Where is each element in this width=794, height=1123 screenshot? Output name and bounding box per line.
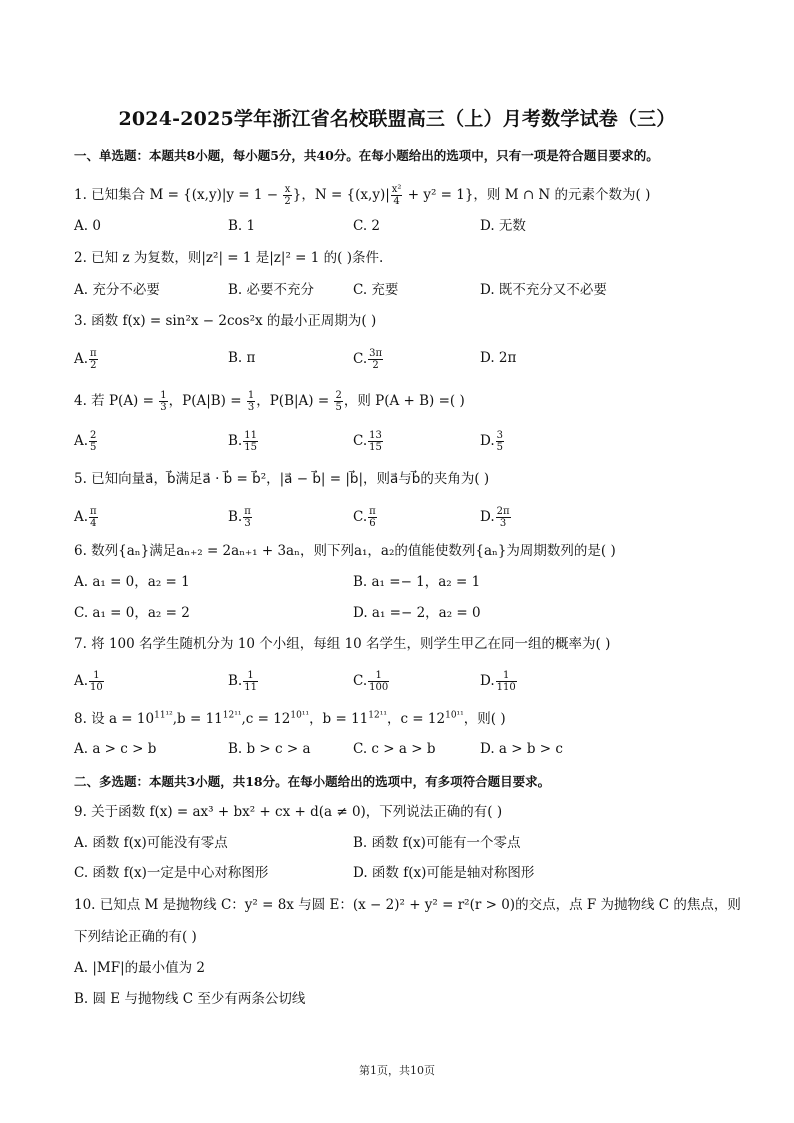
fraction: $\frac{1}{11}$ bbox=[244, 670, 257, 693]
question-6-stem: 6. 数列{aₙ}满足aₙ₊₂ = 2aₙ₊₁ + 3aₙ，则下列a₁，a₂的值能使数列{aₙ}为周期数列的是( ) bbox=[74, 543, 616, 559]
question-5-stem: 5. 已知向量a⃗，b⃗满足a⃗ · b⃗ = b⃗²，|a⃗ − b⃗| = |b⃗|，则a⃗与b⃗的夹角为( ) bbox=[74, 471, 490, 487]
fraction: $\frac{x}{2}$ bbox=[284, 184, 291, 207]
question-6-option-b: B. a₁ =− 1，a₂ = 1 bbox=[353, 574, 481, 590]
question-10-stem-line1: 10. 已知点 M 是抛物线 C：y² = 8x 与圆 E：(x − 2)² + y² = r²(r > 0)的交点，点 F 为抛物线 C 的焦点，则 bbox=[74, 897, 741, 913]
fraction: $\frac{2}{5}$ bbox=[90, 430, 97, 453]
question-7-option-c: C. $\frac{1}{100}$ bbox=[353, 670, 389, 693]
question-1-option-a: A. 0 bbox=[74, 218, 101, 234]
fraction: $\frac{\pi}{4}$ bbox=[90, 506, 97, 529]
question-7-option-d: D. $\frac{1}{110}$ bbox=[480, 670, 516, 693]
question-8-option-b: B. b > c > a bbox=[228, 741, 311, 757]
fraction: $\frac{11}{15}$ bbox=[244, 430, 257, 453]
question-6-option-a: A. a₁ = 0，a₂ = 1 bbox=[74, 574, 190, 590]
question-4-option-d: D. $\frac{3}{5}$ bbox=[480, 430, 504, 453]
question-3-stem: 3. 函数 f(x) = sin²x − 2cos²x 的最小正周期为( ) bbox=[74, 313, 377, 329]
question-2-option-d: D. 既不充分又不必要 bbox=[480, 282, 607, 298]
fraction: $\frac{1}{3}$ bbox=[247, 390, 255, 413]
question-7-option-a: A. $\frac{1}{10}$ bbox=[74, 670, 103, 693]
fraction: $\frac{1}{110}$ bbox=[496, 670, 516, 693]
question-1-option-d: D. 无数 bbox=[480, 218, 526, 234]
question-4-option-c: C. $\frac{13}{15}$ bbox=[353, 430, 382, 453]
question-5-option-a: A. $\frac{\pi}{4}$ bbox=[74, 506, 97, 529]
question-3-option-d: D. 2π bbox=[480, 350, 517, 366]
page-number: 第1页，共10页 bbox=[359, 1064, 435, 1077]
fraction: $\frac{3\pi}{2}$ bbox=[369, 348, 383, 371]
question-1-option-c: C. 2 bbox=[353, 218, 381, 234]
question-9-option-a: A. 函数 f(x)可能没有零点 bbox=[74, 835, 228, 851]
question-3-option-b: B. π bbox=[228, 350, 256, 366]
fraction: $\frac{2}{5}$ bbox=[335, 390, 342, 413]
question-3-option-c: C. $\frac{3\pi}{2}$ bbox=[353, 348, 383, 371]
question-9-option-c: C. 函数 f(x)一定是中心对称图形 bbox=[74, 865, 269, 881]
question-6-option-c: C. a₁ = 0，a₂ = 2 bbox=[74, 605, 190, 621]
exam-title: 2024-2025学年浙江省名校联盟高三（上）月考数学试卷（三） bbox=[118, 108, 676, 130]
question-8-option-d: D. a > b > c bbox=[480, 741, 563, 757]
question-7-option-b: B. $\frac{1}{11}$ bbox=[228, 670, 257, 693]
question-8-option-a: A. a > c > b bbox=[74, 741, 157, 757]
question-2-option-b: B. 必要不充分 bbox=[228, 282, 315, 298]
question-4-stem: 4. 若 P(A) = $\frac{1}{3}$ ，P(A|B) = $\frac{1}{3}$ ，P(B|A) = $\frac{2}{5}$ ，则 P(A + B) =( ) bbox=[74, 390, 465, 413]
section-multiple-choice-header: 二、多选题：本题共3小题，共18分。在每小题给出的选项中，有多项符合题目要求。 bbox=[74, 774, 551, 789]
question-9-option-d: D. 函数 f(x)可能是轴对称图形 bbox=[353, 865, 535, 881]
question-2-stem: 2. 已知 z 为复数，则|z²| = 1 是|z|² = 1 的( )条件. bbox=[74, 250, 384, 266]
question-5-option-b: B. $\frac{\pi}{3}$ bbox=[228, 506, 251, 529]
fraction: $\frac{2\pi}{3}$ bbox=[496, 506, 510, 529]
question-1-option-b: B. 1 bbox=[228, 218, 256, 234]
fraction: $\frac{\text{x²}}{4}$ bbox=[391, 184, 402, 207]
question-9-stem: 9. 关于函数 f(x) = ax³ + bx² + cx + d(a ≠ 0)，下列说法正确的有( ) bbox=[74, 804, 503, 820]
section-single-choice-header: 一、单选题：本题共8小题，每小题5分，共40分。在每小题给出的选项中，只有一项是符合题目要求的。 bbox=[74, 148, 659, 163]
question-8-option-c: C. c > a > b bbox=[353, 741, 436, 757]
question-4-option-a: A. $\frac{2}{5}$ bbox=[74, 430, 97, 453]
fraction: $\frac{1}{10}$ bbox=[90, 670, 103, 693]
question-5-option-c: C. $\frac{\pi}{6}$ bbox=[353, 506, 376, 529]
fraction: $\frac{1}{3}$ bbox=[160, 390, 167, 413]
fraction: $\frac{\pi}{2}$ bbox=[90, 348, 97, 371]
question-8-stem: 8. 设 $a = 10^{11^{12}},b = 11^{12^{11}},c = 12^{10^{11}}$，$b = 11^{12^{11}}$，$c = 12^{10^{11}}$，则( ) bbox=[74, 710, 506, 727]
question-7-stem: 7. 将 100 名学生随机分为 10 个小组，每组 10 名学生，则学生甲乙在同一组的概率为( ) bbox=[74, 636, 611, 652]
question-5-option-d: D. $\frac{2\pi}{3}$ bbox=[480, 506, 510, 529]
question-6-option-d: D. a₁ =− 2，a₂ = 0 bbox=[353, 605, 481, 621]
fraction: $\frac{3}{5}$ bbox=[496, 430, 504, 453]
fraction: $\frac{1}{100}$ bbox=[369, 670, 389, 693]
question-1-stem: 1. 已知集合 M = {(x,y)|y = 1 − $\frac{x}{2}$ }，N = {(x,y)| $\frac{\text{x²}}{4}$ + y² = 1}，则 M ∩ N 的元素个数为( ) bbox=[74, 184, 651, 207]
question-9-option-b: B. 函数 f(x)可能有一个零点 bbox=[353, 835, 521, 851]
question-10-stem-line2: 下列结论正确的有( ) bbox=[74, 929, 197, 945]
fraction: $\frac{13}{15}$ bbox=[369, 430, 382, 453]
question-10-option-b: B. 圆 E 与抛物线 C 至少有两条公切线 bbox=[74, 991, 306, 1007]
fraction: $\frac{\pi}{6}$ bbox=[369, 506, 376, 529]
question-2-option-c: C. 充要 bbox=[353, 282, 399, 298]
question-4-option-b: B. $\frac{11}{15}$ bbox=[228, 430, 257, 453]
fraction: $\frac{\pi}{3}$ bbox=[244, 506, 251, 529]
question-2-option-a: A. 充分不必要 bbox=[74, 282, 160, 298]
question-3-option-a: A. $\frac{\pi}{2}$ bbox=[74, 348, 97, 371]
question-10-option-a: A. |MF|的最小值为 2 bbox=[74, 960, 205, 976]
